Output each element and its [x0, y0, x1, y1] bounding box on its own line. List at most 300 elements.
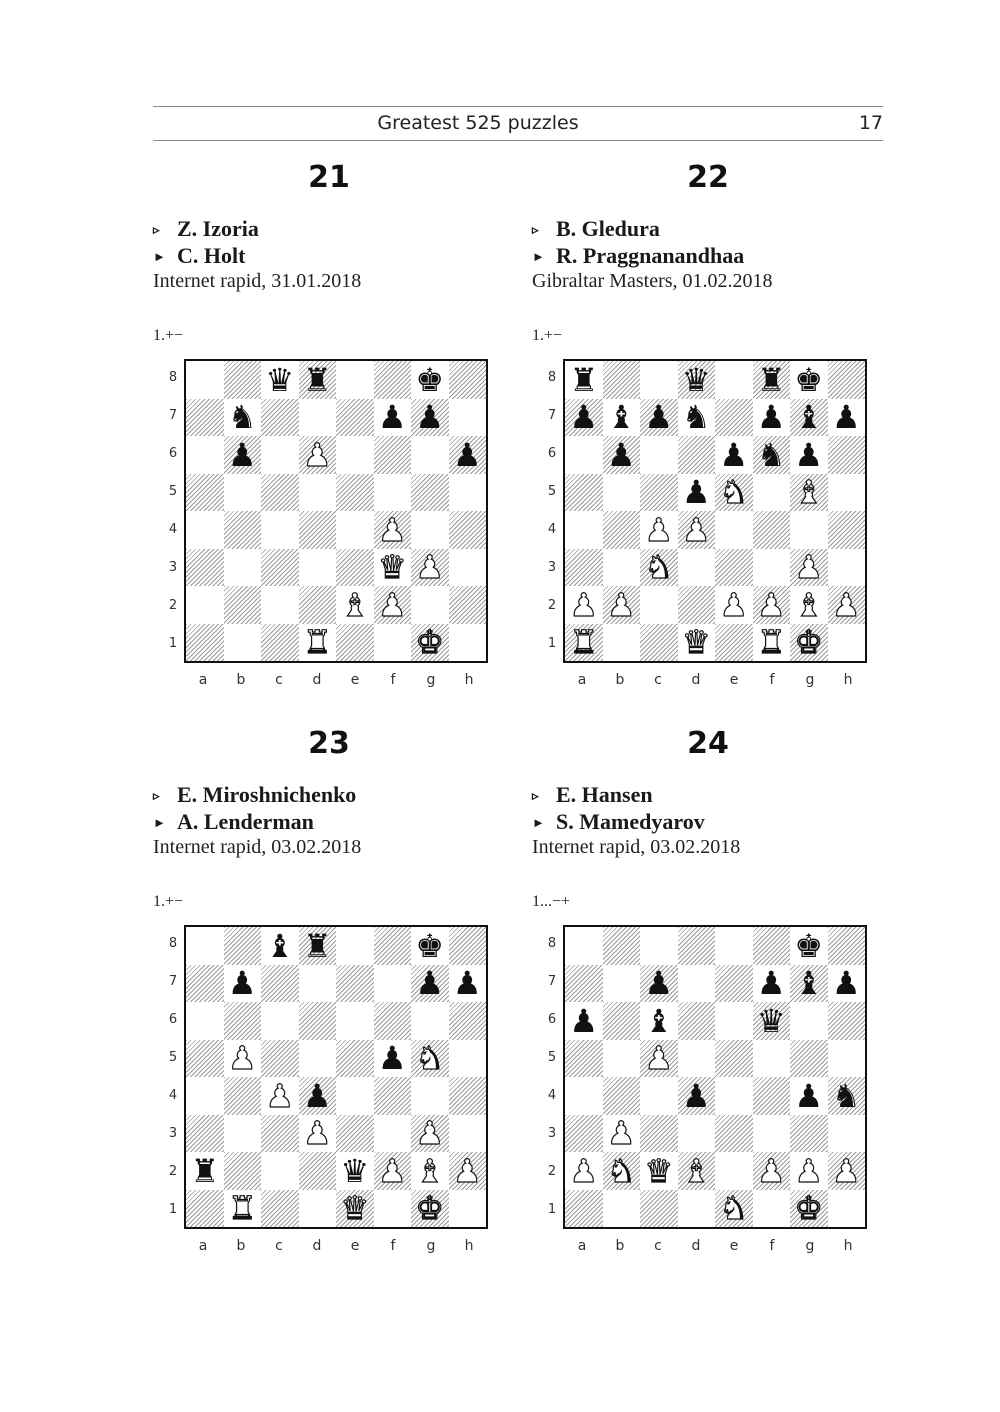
square-e6	[715, 436, 753, 474]
white-player	[532, 782, 653, 808]
white-player-name: E. Hansen	[556, 782, 653, 807]
square-d7	[299, 965, 337, 1003]
square-h2	[449, 586, 487, 624]
file-label: e	[729, 672, 739, 688]
square-g2	[790, 586, 828, 624]
white-knight-icon: ♞	[719, 1189, 749, 1228]
square-e1	[715, 1190, 753, 1228]
file-label: g	[805, 672, 815, 688]
square-b8	[603, 361, 641, 399]
square-f7	[374, 965, 412, 1003]
square-b7	[603, 399, 641, 437]
square-h1	[449, 1190, 487, 1228]
white-bishop-icon: ♝	[681, 1151, 711, 1190]
rank-label: 1	[168, 636, 178, 651]
white-rook-icon: ♜	[569, 623, 599, 662]
white-bishop-icon: ♝	[415, 1151, 445, 1190]
square-a2	[186, 586, 224, 624]
file-label: a	[198, 672, 208, 688]
square-h5	[828, 474, 866, 512]
square-g8	[411, 927, 449, 965]
file-label: d	[312, 672, 322, 688]
square-d5	[299, 1040, 337, 1078]
square-f2	[753, 586, 791, 624]
square-e7	[336, 399, 374, 437]
square-c8	[261, 927, 299, 965]
black-bishop-icon: ♝	[794, 964, 824, 1003]
black-rook-icon: ♜	[302, 926, 332, 965]
square-a5	[565, 1040, 603, 1078]
black-knight-icon: ♞	[681, 398, 711, 437]
black-pawn-icon: ♟	[644, 964, 674, 1003]
square-g4	[790, 511, 828, 549]
square-g2	[411, 586, 449, 624]
square-d1	[678, 624, 716, 662]
square-a5	[565, 474, 603, 512]
square-c3	[261, 1115, 299, 1153]
rank-labels	[167, 925, 179, 1229]
square-d2	[678, 586, 716, 624]
square-b1	[224, 624, 262, 662]
white-pawn-icon: ♟	[794, 548, 824, 587]
square-d2	[678, 1152, 716, 1190]
square-f7	[753, 965, 791, 1003]
square-e6	[336, 1002, 374, 1040]
black-pawn-icon: ♟	[756, 964, 786, 1003]
square-c5	[261, 1040, 299, 1078]
rank-label: 5	[168, 1050, 178, 1065]
black-pawn-icon: ♟	[794, 435, 824, 474]
white-bishop-icon: ♝	[340, 585, 370, 624]
black-pawn-icon: ♟	[681, 473, 711, 512]
rank-label: 3	[547, 560, 557, 575]
square-b8	[224, 361, 262, 399]
square-b5	[224, 474, 262, 512]
square-g7	[790, 965, 828, 1003]
white-pawn-icon: ♟	[415, 548, 445, 587]
event-info: Internet rapid, 03.02.2018	[153, 836, 362, 858]
square-e2	[715, 586, 753, 624]
square-f4	[374, 1077, 412, 1115]
square-e2	[715, 1152, 753, 1190]
file-label: b	[236, 1238, 246, 1254]
rank-labels	[546, 359, 558, 663]
square-c6	[640, 436, 678, 474]
square-g4	[411, 511, 449, 549]
square-g3	[790, 549, 828, 587]
square-g8	[411, 361, 449, 399]
black-pawn-icon: ♟	[831, 964, 861, 1003]
square-b3	[603, 549, 641, 587]
puzzle-24	[532, 726, 892, 1286]
white-pawn-icon: ♟	[794, 1151, 824, 1190]
square-c1	[261, 624, 299, 662]
square-e8	[715, 927, 753, 965]
white-pawn-icon: ♟	[265, 1076, 295, 1115]
square-g7	[790, 399, 828, 437]
square-e5	[715, 474, 753, 512]
white-to-move-marker: ▹	[532, 222, 539, 237]
black-pawn-icon: ♟	[227, 964, 257, 1003]
square-a2	[565, 1152, 603, 1190]
black-queen-icon: ♛	[756, 1001, 786, 1040]
white-king-icon: ♚	[794, 623, 824, 662]
file-label: h	[464, 672, 474, 688]
square-a5	[186, 474, 224, 512]
square-c3	[261, 549, 299, 587]
square-a4	[186, 511, 224, 549]
white-queen-icon: ♛	[644, 1151, 674, 1190]
black-knight-icon: ♞	[756, 435, 786, 474]
square-a3	[565, 1115, 603, 1153]
rank-label: 1	[547, 636, 557, 651]
white-pawn-icon: ♟	[644, 1039, 674, 1078]
event-info: Internet rapid, 03.02.2018	[532, 836, 741, 858]
square-g4	[790, 1077, 828, 1115]
square-e2	[336, 1152, 374, 1190]
square-g6	[790, 436, 828, 474]
rank-label: 8	[168, 370, 178, 385]
square-b2	[603, 586, 641, 624]
puzzle-number: 21	[308, 160, 350, 195]
square-f6	[753, 436, 791, 474]
black-pawn-icon: ♟	[681, 1076, 711, 1115]
black-bishop-icon: ♝	[606, 398, 636, 437]
square-f4	[374, 511, 412, 549]
square-b1	[603, 624, 641, 662]
black-queen-icon: ♛	[265, 360, 295, 399]
square-a1	[186, 1190, 224, 1228]
square-b6	[603, 1002, 641, 1040]
file-label: h	[843, 1238, 853, 1254]
square-e4	[715, 511, 753, 549]
rank-label: 7	[168, 974, 178, 989]
rank-label: 4	[168, 522, 178, 537]
square-a4	[565, 511, 603, 549]
file-label: f	[390, 672, 396, 688]
white-pawn-icon: ♟	[302, 435, 332, 474]
square-f5	[753, 474, 791, 512]
square-d6	[299, 1002, 337, 1040]
black-rook-icon: ♜	[569, 360, 599, 399]
square-b3	[224, 1115, 262, 1153]
square-f1	[753, 624, 791, 662]
white-to-move-marker: ▹	[153, 788, 160, 803]
square-c6	[640, 1002, 678, 1040]
square-g5	[790, 474, 828, 512]
square-a8	[186, 361, 224, 399]
black-pawn-icon: ♟	[452, 964, 482, 1003]
file-label: a	[577, 1238, 587, 1254]
square-g5	[411, 1040, 449, 1078]
square-d1	[299, 1190, 337, 1228]
square-f2	[753, 1152, 791, 1190]
file-label: d	[312, 1238, 322, 1254]
black-king-icon: ♚	[794, 360, 824, 399]
page-number: 17	[858, 112, 883, 134]
rank-label: 3	[547, 1126, 557, 1141]
white-pawn-icon: ♟	[569, 585, 599, 624]
white-rook-icon: ♜	[227, 1189, 257, 1228]
header-bottom-rule	[153, 140, 883, 141]
rank-label: 2	[547, 598, 557, 613]
file-label: f	[769, 672, 775, 688]
file-labels	[563, 1238, 867, 1254]
square-d8	[678, 361, 716, 399]
rank-label: 7	[547, 974, 557, 989]
square-b6	[603, 436, 641, 474]
square-c3	[640, 1115, 678, 1153]
square-b5	[603, 474, 641, 512]
square-c4	[261, 511, 299, 549]
task-label: 1.+−	[153, 893, 184, 910]
file-labels	[563, 672, 867, 688]
black-pawn-icon: ♟	[302, 1076, 332, 1115]
rank-label: 5	[547, 484, 557, 499]
rank-label: 7	[547, 408, 557, 423]
square-f3	[753, 1115, 791, 1153]
square-c5	[261, 474, 299, 512]
file-label: b	[615, 672, 625, 688]
square-f6	[374, 1002, 412, 1040]
square-h7	[449, 399, 487, 437]
square-e4	[336, 511, 374, 549]
white-player-name: B. Gledura	[556, 216, 660, 241]
black-to-move-marker: ►	[532, 815, 545, 830]
black-knight-icon: ♞	[227, 398, 257, 437]
white-bishop-icon: ♝	[794, 473, 824, 512]
square-h7	[828, 399, 866, 437]
white-player-name: Z. Izoria	[177, 216, 259, 241]
square-f7	[374, 399, 412, 437]
rank-label: 4	[547, 1088, 557, 1103]
square-d5	[299, 474, 337, 512]
white-pawn-icon: ♟	[831, 585, 861, 624]
square-h4	[449, 511, 487, 549]
square-b5	[603, 1040, 641, 1078]
book-title: Greatest 525 puzzles	[377, 112, 579, 134]
square-a3	[186, 1115, 224, 1153]
white-knight-icon: ♞	[415, 1039, 445, 1078]
square-g3	[411, 549, 449, 587]
square-a7	[565, 399, 603, 437]
black-pawn-icon: ♟	[794, 1076, 824, 1115]
black-player-name: S. Mamedyarov	[556, 809, 705, 834]
square-b7	[224, 399, 262, 437]
file-label: g	[426, 672, 436, 688]
white-pawn-icon: ♟	[377, 585, 407, 624]
square-b8	[224, 927, 262, 965]
square-g1	[790, 624, 828, 662]
square-b1	[603, 1190, 641, 1228]
square-h5	[828, 1040, 866, 1078]
square-d4	[299, 1077, 337, 1115]
square-f1	[374, 624, 412, 662]
rank-label: 2	[168, 1164, 178, 1179]
square-h1	[828, 1190, 866, 1228]
square-g7	[411, 399, 449, 437]
square-b5	[224, 1040, 262, 1078]
task-label: 1...−+	[532, 893, 571, 910]
white-pawn-icon: ♟	[452, 1151, 482, 1190]
square-c3	[640, 549, 678, 587]
white-pawn-icon: ♟	[302, 1114, 332, 1153]
square-a8	[565, 927, 603, 965]
square-e8	[336, 927, 374, 965]
square-g6	[790, 1002, 828, 1040]
black-pawn-icon: ♟	[831, 398, 861, 437]
file-label: h	[464, 1238, 474, 1254]
file-label: c	[275, 672, 283, 688]
square-d5	[678, 1040, 716, 1078]
square-b4	[603, 1077, 641, 1115]
black-king-icon: ♚	[415, 926, 445, 965]
square-e2	[336, 586, 374, 624]
black-king-icon: ♚	[794, 926, 824, 965]
black-queen-icon: ♛	[681, 360, 711, 399]
square-b1	[224, 1190, 262, 1228]
white-to-move-marker: ▹	[153, 222, 160, 237]
rank-label: 1	[547, 1202, 557, 1217]
square-h3	[449, 1115, 487, 1153]
square-a4	[565, 1077, 603, 1115]
square-f6	[374, 436, 412, 474]
square-a6	[565, 436, 603, 474]
square-g4	[411, 1077, 449, 1115]
square-e5	[715, 1040, 753, 1078]
square-e6	[715, 1002, 753, 1040]
square-b7	[603, 965, 641, 1003]
file-label: f	[769, 1238, 775, 1254]
rank-label: 8	[547, 936, 557, 951]
white-pawn-icon: ♟	[606, 1114, 636, 1153]
square-f8	[753, 361, 791, 399]
white-pawn-icon: ♟	[681, 510, 711, 549]
square-g1	[411, 624, 449, 662]
square-d3	[678, 549, 716, 587]
white-pawn-icon: ♟	[415, 1114, 445, 1153]
file-labels	[184, 672, 488, 688]
square-c2	[640, 1152, 678, 1190]
white-king-icon: ♚	[415, 623, 445, 662]
black-pawn-icon: ♟	[415, 964, 445, 1003]
square-c8	[640, 927, 678, 965]
square-b6	[224, 436, 262, 474]
square-d7	[299, 399, 337, 437]
square-h2	[449, 1152, 487, 1190]
square-f3	[753, 549, 791, 587]
square-d4	[299, 511, 337, 549]
white-pawn-icon: ♟	[831, 1151, 861, 1190]
chess-board	[184, 925, 488, 1229]
square-d8	[299, 927, 337, 965]
square-c1	[640, 1190, 678, 1228]
black-pawn-icon: ♟	[606, 435, 636, 474]
square-g1	[411, 1190, 449, 1228]
square-h6	[828, 1002, 866, 1040]
white-player-name: E. Miroshnichenko	[177, 782, 357, 807]
black-pawn-icon: ♟	[569, 398, 599, 437]
white-pawn-icon: ♟	[756, 1151, 786, 1190]
square-h7	[828, 965, 866, 1003]
file-label: d	[691, 672, 701, 688]
square-a6	[186, 1002, 224, 1040]
square-e8	[336, 361, 374, 399]
white-queen-icon: ♛	[681, 623, 711, 662]
square-g3	[790, 1115, 828, 1153]
square-h8	[828, 361, 866, 399]
square-a8	[565, 361, 603, 399]
puzzle-number: 23	[308, 726, 350, 761]
square-c7	[261, 965, 299, 1003]
square-e3	[336, 1115, 374, 1153]
rank-labels	[546, 925, 558, 1229]
black-player-name: R. Praggnanandhaa	[556, 243, 745, 268]
square-b4	[224, 511, 262, 549]
square-h5	[449, 1040, 487, 1078]
square-h4	[828, 511, 866, 549]
square-c8	[261, 361, 299, 399]
square-f5	[374, 1040, 412, 1078]
rank-label: 3	[168, 1126, 178, 1141]
black-pawn-icon: ♟	[377, 1039, 407, 1078]
chess-board	[563, 359, 867, 663]
square-a1	[565, 624, 603, 662]
file-label: e	[350, 1238, 360, 1254]
black-marker: ►	[153, 249, 166, 264]
square-a1	[186, 624, 224, 662]
square-e3	[336, 549, 374, 587]
square-c7	[640, 399, 678, 437]
square-g2	[790, 1152, 828, 1190]
square-d6	[678, 1002, 716, 1040]
square-e6	[336, 436, 374, 474]
square-a6	[565, 1002, 603, 1040]
task-label: 1.+−	[532, 327, 563, 344]
square-g5	[411, 474, 449, 512]
black-rook-icon: ♜	[190, 1151, 220, 1190]
square-e1	[715, 624, 753, 662]
white-pawn-icon: ♟	[644, 510, 674, 549]
black-rook-icon: ♜	[756, 360, 786, 399]
white-player	[532, 216, 660, 242]
square-a3	[565, 549, 603, 587]
file-label: e	[729, 1238, 739, 1254]
square-a1	[565, 1190, 603, 1228]
square-g1	[790, 1190, 828, 1228]
square-d4	[678, 511, 716, 549]
square-h8	[449, 361, 487, 399]
square-h2	[828, 1152, 866, 1190]
square-b2	[224, 586, 262, 624]
white-knight-icon: ♞	[606, 1151, 636, 1190]
white-player	[153, 782, 356, 808]
black-player	[532, 243, 744, 269]
square-g7	[411, 965, 449, 1003]
rank-label: 6	[547, 446, 557, 461]
rank-label: 5	[547, 1050, 557, 1065]
square-g3	[411, 1115, 449, 1153]
black-pawn-icon: ♟	[452, 435, 482, 474]
header-top-rule	[153, 106, 883, 107]
file-label: e	[350, 672, 360, 688]
square-d6	[678, 436, 716, 474]
square-h6	[449, 436, 487, 474]
square-e7	[336, 965, 374, 1003]
black-pawn-icon: ♟	[227, 435, 257, 474]
square-h2	[828, 586, 866, 624]
puzzle-21	[153, 160, 513, 720]
